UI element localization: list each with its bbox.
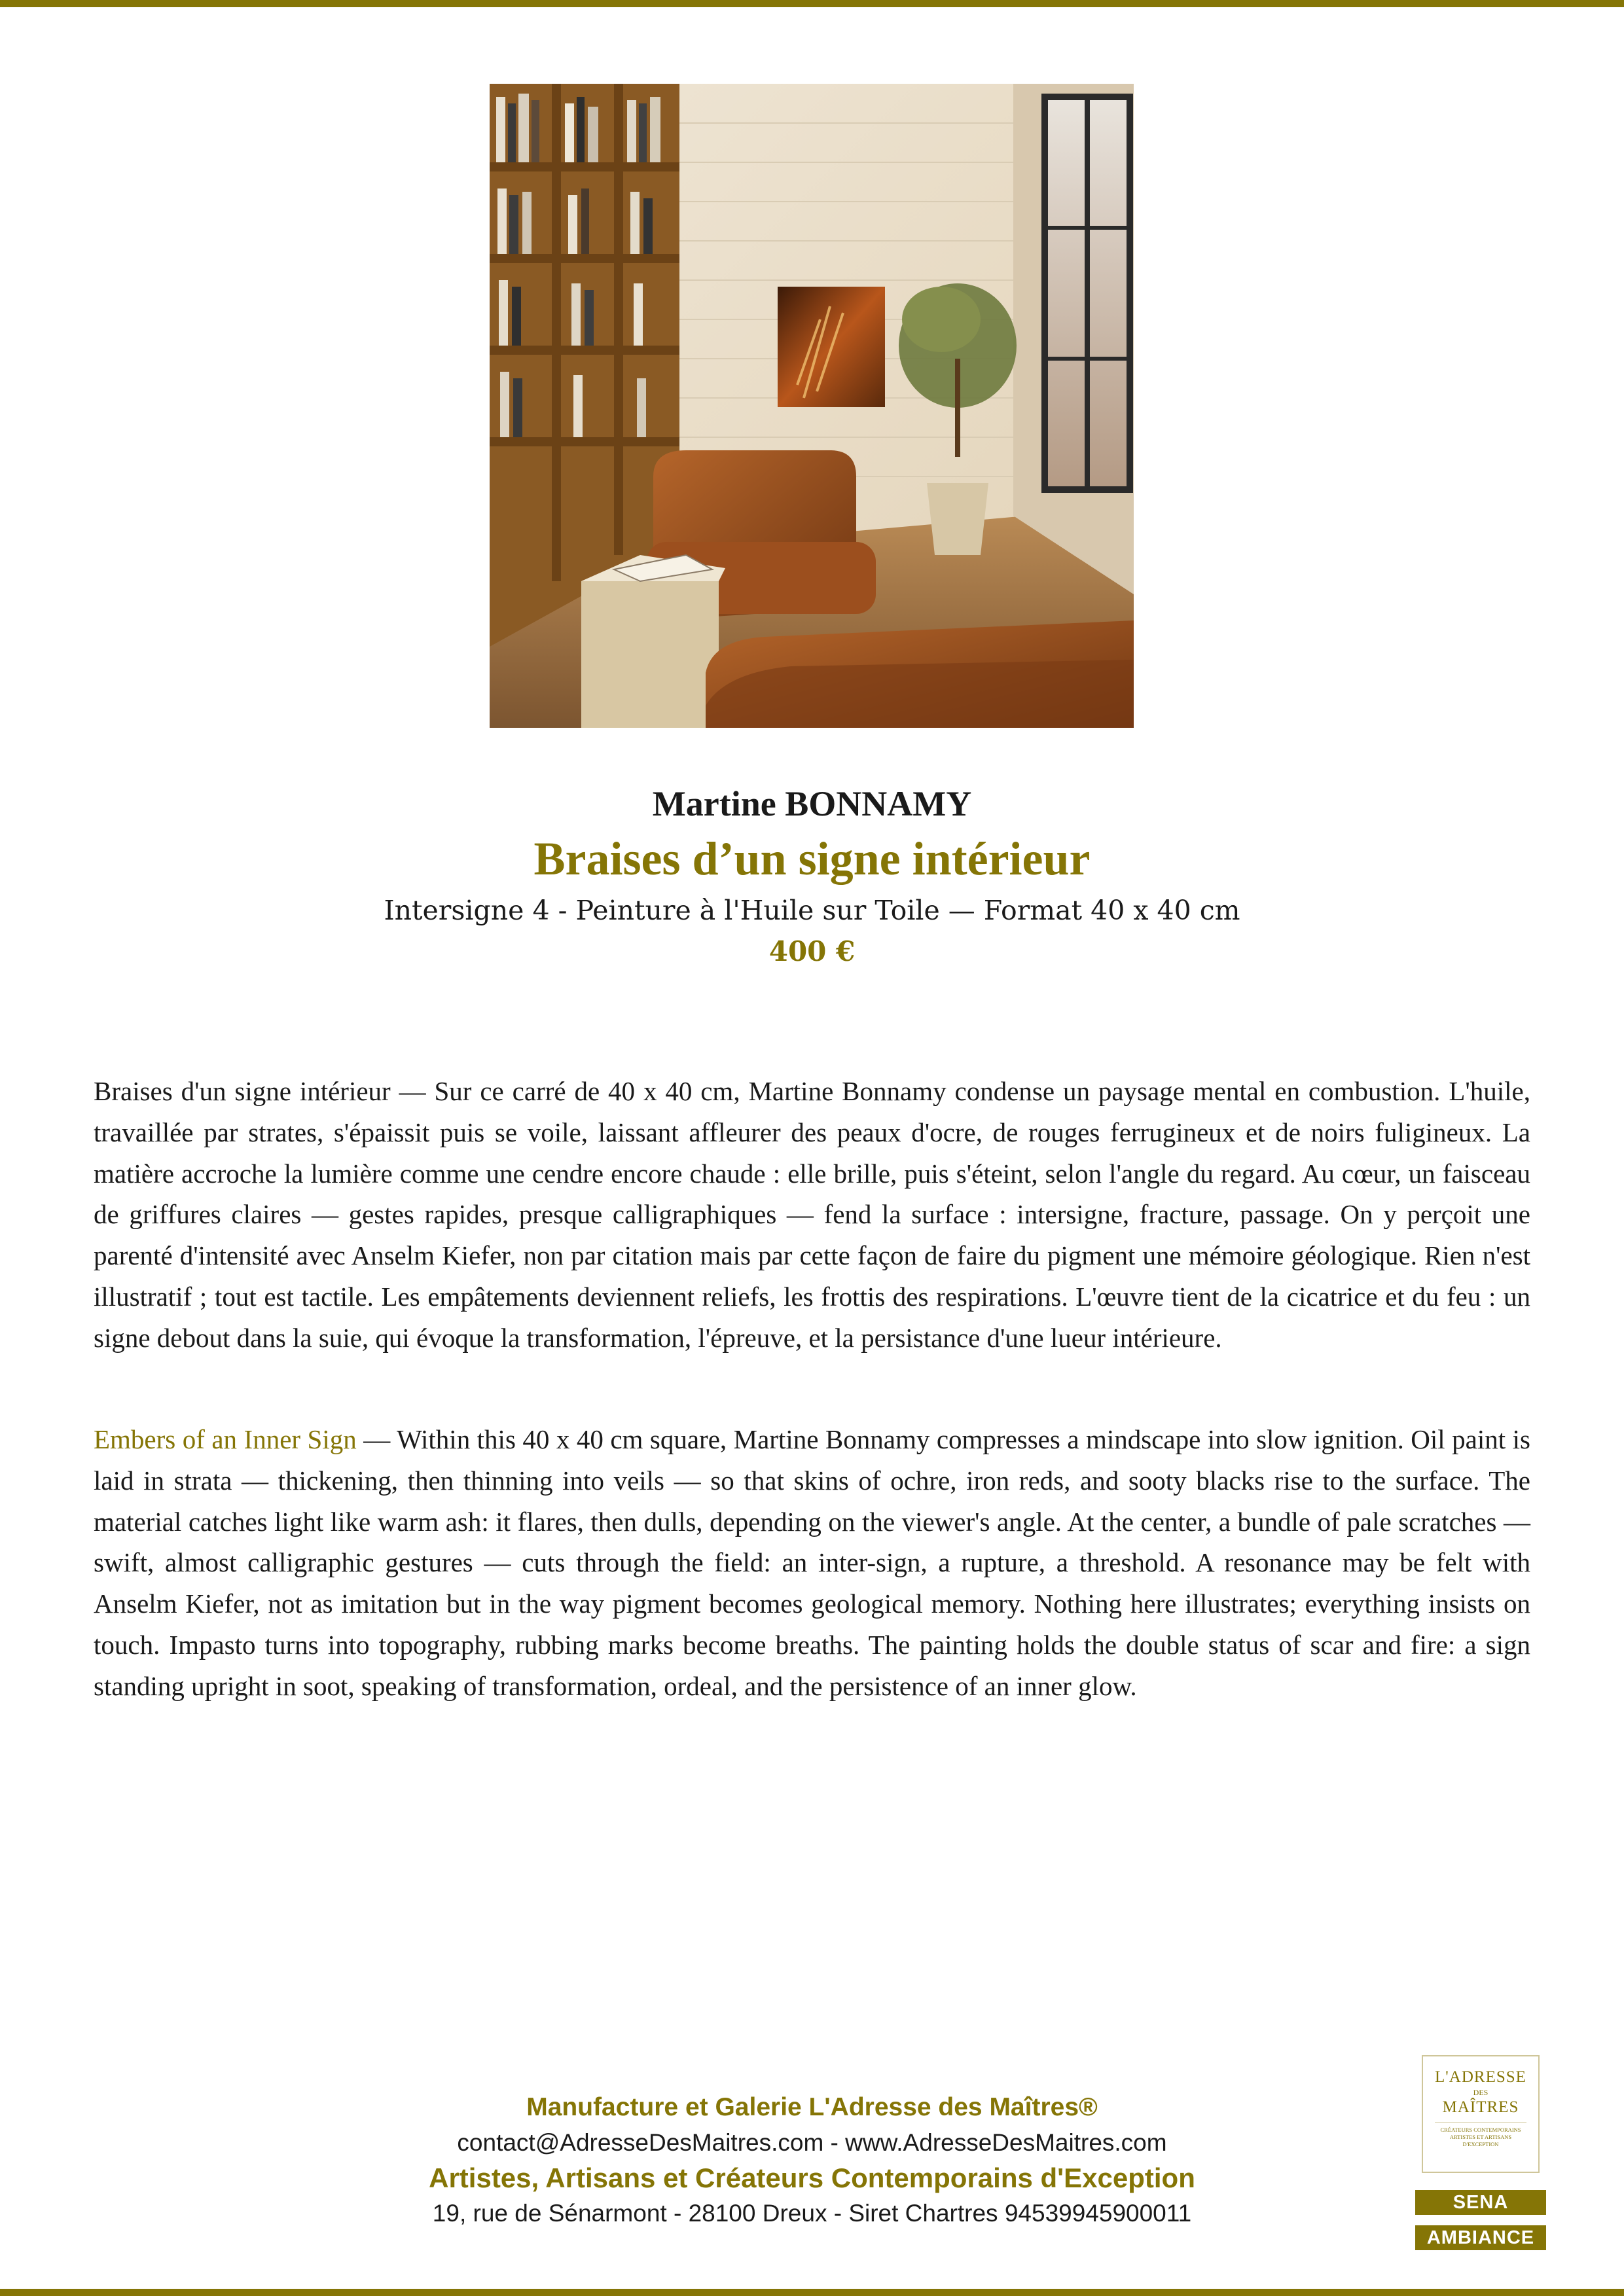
description-english [94, 1419, 1530, 1707]
artwork-price: 400 € [768, 935, 856, 967]
logo-divider [1435, 2122, 1526, 2123]
top-border [0, 0, 1624, 7]
artwork-room-photo [490, 84, 1134, 728]
description-french: Braises d'un signe intérieur — Sur ce carré de 40 x 40 cm, Martine Bonnamy condense un paysage mental en combustion. L'huile, travaillée par strates, s'épaissit puis se voile, laissant affleurer des peaux d'ocre, de rouges ferrugineux et de noirs fuligineux. La matière accroche la lumière comme une cendre encore chaude : elle brille, puis s'éteint, selon l'angle du regard. Au cœur, un faisceau de griffures claires — gestes rapides, presque calligraphiques — fend la surface : intersigne, fracture, passage. On y perçoit une parenté d'intensité avec Anselm Kiefer, non par citation mais par cette façon de faire du pigment une mémoire géologique. Rien n'est illustratif ; tout est tactile. Les empâtements deviennent reliefs, les frottis des respirations. L'œuvre tient de la cicatrice et du feu : un signe debout dans la suie, qui évoque la transformation, l'épreuve, et la persistance d'une lueur intérieure. [94, 1076, 1530, 1353]
sena-badge: SENA [1415, 2190, 1546, 2215]
gallery-logo [1422, 2055, 1540, 2173]
logo-line-4: CRÉATEURS CONTEMPORAINS ARTISTES ET ARTISANS D'EXCEPTION [1440, 2126, 1521, 2147]
logo-line-2: DES [1473, 2088, 1489, 2097]
footer-company: Manufacture et Galerie L'Adresse des Maîtres® [526, 2093, 1098, 2121]
artwork-header [0, 779, 1624, 971]
description-english-body: — Within this 40 x 40 cm square, Martine Bonnamy compresses a mindscape into slow ignition. Oil paint is laid in strata — thickening, then thinning into veils — so that skins of ochre, iron reds, and sooty blacks rise to the surface. The material catches light like warm ash: it flares, then dulls, depending on the viewer's angle. At the center, a bundle of pale scratches — swift, almost calligraphic gestures — cuts through the field: an inter-sign, a rupture, a threshold. A resonance may be felt with Anselm Kiefer, not as imitation but in the way pigment becomes geological memory. Nothing here illustrates; everything insists on touch. Impasto turns into topography, rubbing marks become breaths. The painting holds the double status of scar and fire: a sign standing upright in soot, speaking of transformation, ordeal, and the persistence of an inner glow. [94, 1424, 1530, 1701]
footer [0, 2089, 1624, 2231]
description-english-title: Embers of an Inner Sign [94, 1424, 357, 1454]
ambiance-badge: AMBIANCE [1415, 2225, 1546, 2250]
logo-line-1: L'ADRESSE [1435, 2068, 1526, 2086]
footer-contact: contact@AdresseDesMaitres.com - www.AdresseDesMaitres.com [457, 2129, 1167, 2156]
footer-tagline: Artistes, Artisans et Créateurs Contemporains d'Exception [429, 2162, 1195, 2193]
artist-name: Martine BONNAMY [652, 784, 972, 823]
logo-line-3: MAÎTRES [1442, 2098, 1519, 2116]
artwork-subtitle: Intersigne 4 - Peinture à l'Huile sur Toile — Format 40 x 40 cm [384, 895, 1240, 926]
artwork-title: Braises d’un signe intérieur [533, 833, 1091, 885]
footer-address: 19, rue de Sénarmont - 28100 Dreux - Siret Chartres 94539945900011 [432, 2200, 1192, 2227]
bottom-border [0, 2289, 1624, 2296]
